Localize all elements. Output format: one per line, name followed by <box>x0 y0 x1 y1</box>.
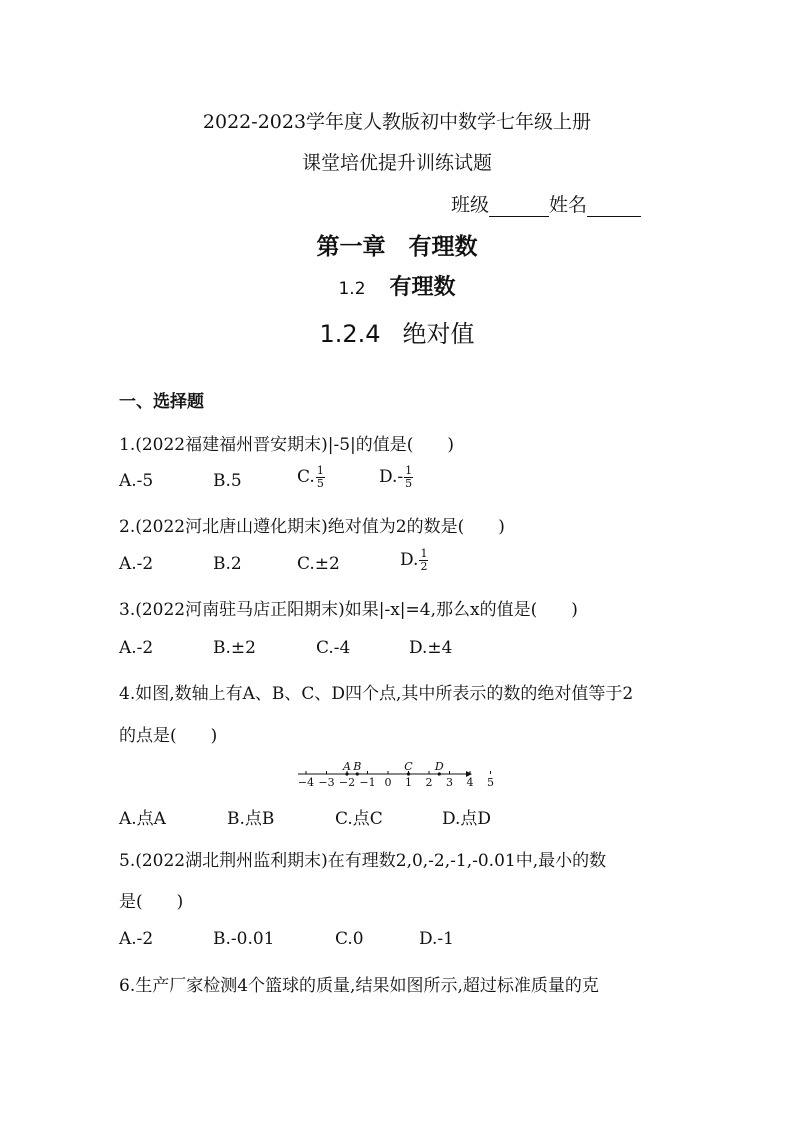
number-line-tick-label: −1 <box>359 776 376 789</box>
question-2-stem: 2.(2022河北唐山遵化期末)绝对值为2的数是( ) <box>119 517 505 537</box>
number-line-tick-label: −4 <box>297 776 315 789</box>
q3-option-c: C.-4 <box>316 638 351 658</box>
number-line-point-label: B <box>353 760 362 773</box>
q4-option-b: B.点B <box>227 809 275 829</box>
number-line <box>296 758 494 792</box>
q2-option-a: A.-2 <box>119 554 154 574</box>
question-4-stem-line2: 的点是( ) <box>119 726 218 746</box>
subsection-title: 绝对值 <box>402 320 475 348</box>
question-6-stem-line1: 6.生产厂家检测4个篮球的质量,结果如图所示,超过标准质量的克 <box>119 976 599 996</box>
q2-option-d: D. $\frac{1}{2}$ <box>400 547 428 573</box>
q1-option-c-fraction: $\frac{1}{5}$ <box>316 464 324 490</box>
q5-option-a: A.-2 <box>119 929 154 949</box>
q5-option-c: C.0 <box>335 929 364 949</box>
part-title: 一、选择题 <box>119 392 204 412</box>
subsection-heading <box>0 314 794 349</box>
number-line-tick-label: 0 <box>384 776 392 789</box>
chapter-heading: 第一章 有理数 <box>316 234 478 260</box>
class-label: 班级 <box>451 194 490 216</box>
number-line-point-label: C <box>404 760 413 773</box>
question-5-stem-line1: 5.(2022湖北荆州监利期末)在有理数2,0,-2,-1,-0.01中,最小的数 <box>119 851 607 871</box>
name-label: 姓名 <box>549 194 588 216</box>
section-title: 有理数 <box>389 275 456 300</box>
q1-option-d-fraction: $\frac{1}{5}$ <box>405 464 413 490</box>
q3-option-b: B.±2 <box>213 638 256 658</box>
number-line-tick-label: 2 <box>425 776 433 789</box>
subsection-number: 1.2.4 <box>319 320 381 348</box>
q2-option-b: B.2 <box>213 554 242 574</box>
number-line-point-label: A <box>343 760 351 773</box>
question-1-stem: 1.(2022福建福州晋安期末)|-5|的值是( ) <box>119 435 455 455</box>
question-4-stem-line1: 4.如图,数轴上有A、B、C、D四个点,其中所表示的数的绝对值等于2 <box>119 684 634 704</box>
number-line-tick-label: 1 <box>405 776 412 789</box>
class-name-line <box>451 190 641 217</box>
number-line-tick-label: 3 <box>446 776 453 789</box>
number-line-tick-label: 5 <box>487 776 494 789</box>
q5-option-b: B.-0.01 <box>213 929 275 949</box>
number-line-tick-label: 4 <box>466 776 474 789</box>
number-line-point-label: D <box>434 760 444 773</box>
question-5-stem-line2: 是( ) <box>119 892 184 912</box>
section-number: 1.2 <box>338 279 366 299</box>
document-title: 2022-2023学年度人教版初中数学七年级上册 <box>202 111 592 133</box>
q2-option-c: C.±2 <box>297 554 340 574</box>
number-line-tick-label: −3 <box>318 776 335 789</box>
q4-option-a: A.点A <box>119 809 166 829</box>
q5-option-d: D.-1 <box>419 929 454 949</box>
q4-option-d: D.点D <box>442 809 492 829</box>
q1-option-b: B.5 <box>213 471 242 491</box>
q2-option-d-fraction: $\frac{1}{2}$ <box>420 547 428 573</box>
document-subtitle: 课堂培优提升训练试题 <box>301 152 492 174</box>
number-line-figure <box>296 758 494 792</box>
q3-option-a: A.-2 <box>119 638 154 658</box>
q1-option-c: C. $\frac{1}{5}$ <box>297 464 324 490</box>
class-blank <box>489 196 549 217</box>
number-line-tick-label: −2 <box>338 776 356 789</box>
q4-option-c: C.点C <box>335 809 383 829</box>
name-blank <box>587 196 641 217</box>
section-heading <box>0 270 794 301</box>
q1-option-d: D.- $\frac{1}{5}$ <box>379 464 413 490</box>
question-3-stem: 3.(2022河南驻马店正阳期末)如果|-x|=4,那么x的值是( ) <box>119 600 578 620</box>
q3-option-d: D.±4 <box>409 638 453 658</box>
q1-option-a: A.-5 <box>119 471 154 491</box>
